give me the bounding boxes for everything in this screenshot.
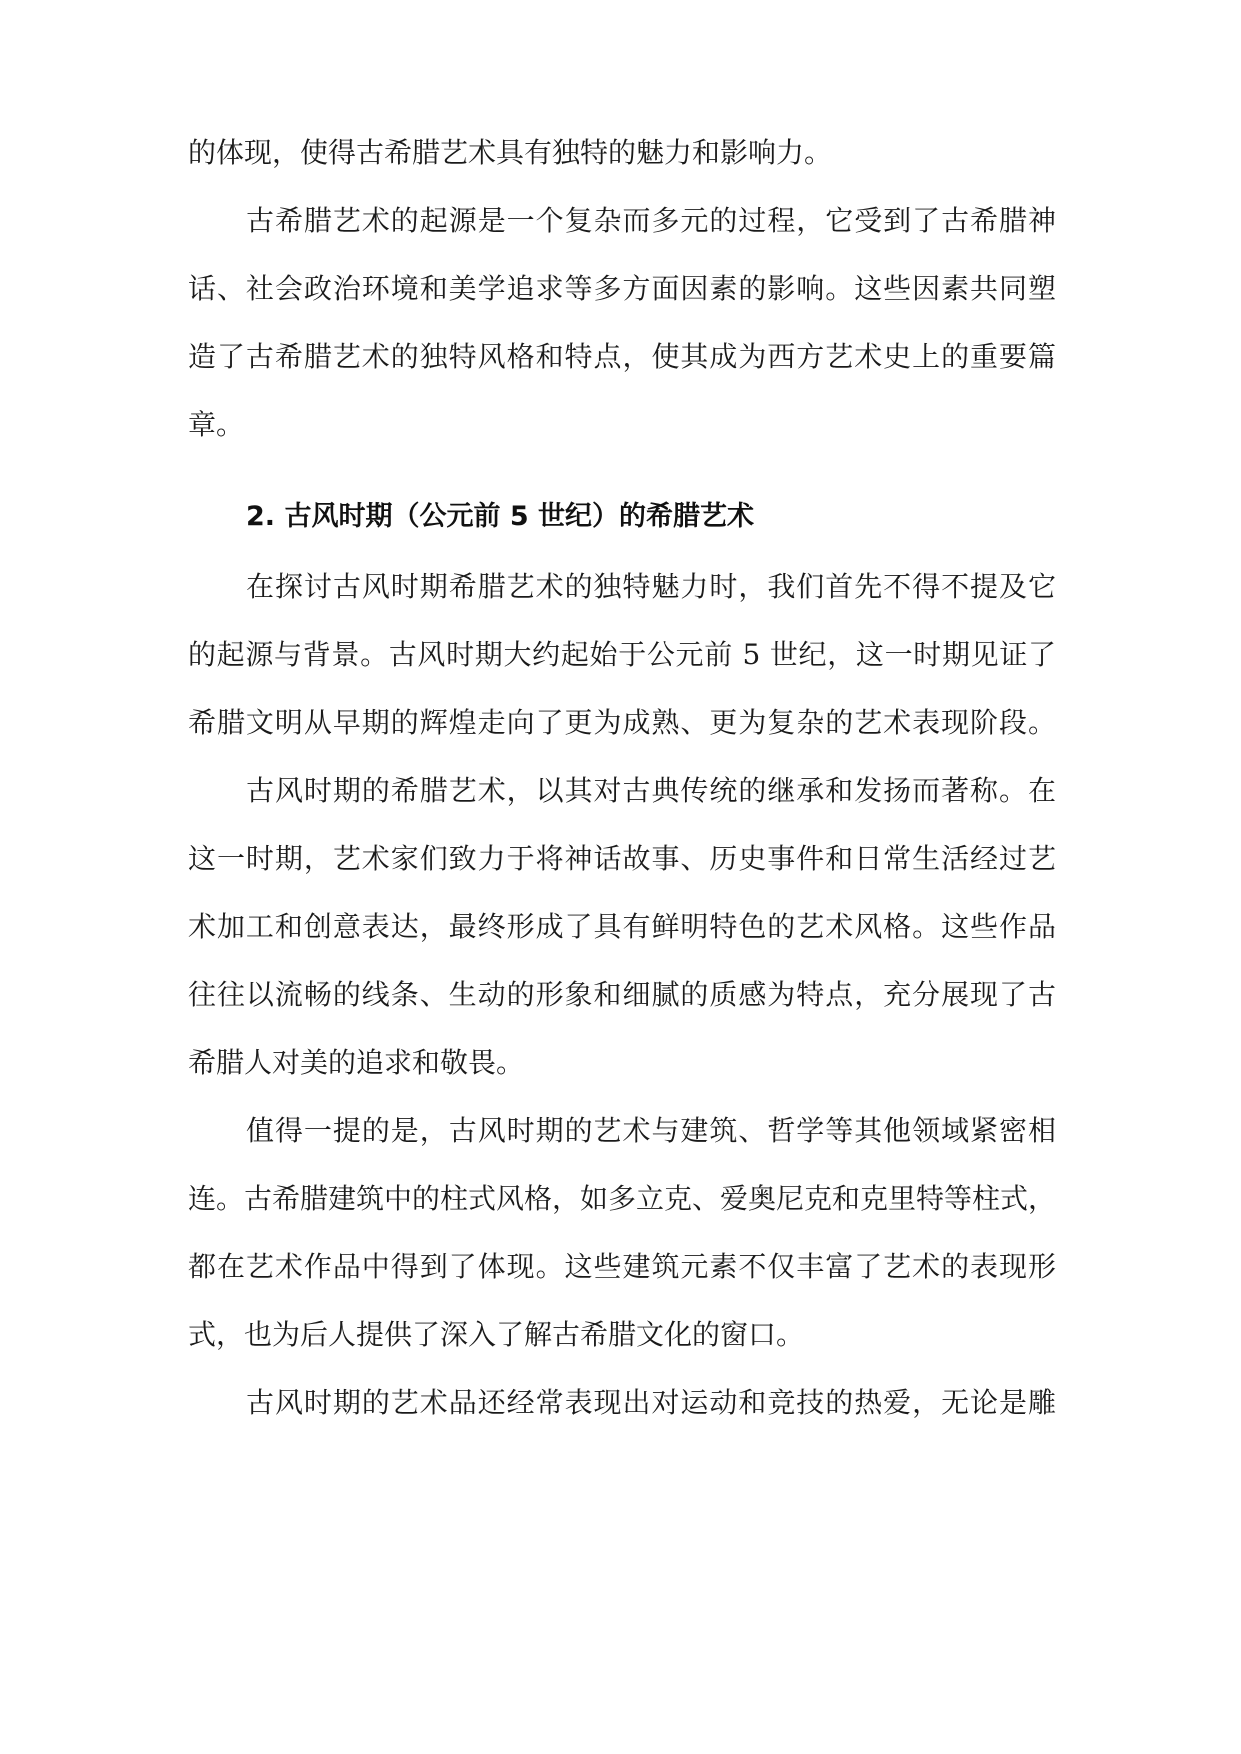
paragraph-line: 话、社会政治环境和美学追求等多方面因素的影响。这些因素共同塑 [188,272,1056,305]
paragraph-line: 章。 [188,408,245,441]
paragraph-line: 的体现，使得古希腊艺术具有独特的魅力和影响力。 [188,136,833,169]
section-heading: 2. 古风时期（公元前 5 世纪）的希腊艺术 [246,501,755,532]
paragraph-line: 古风时期的希腊艺术，以其对古典传统的继承和发扬而著称。在 [246,774,1056,807]
paragraph-line: 这一时期，艺术家们致力于将神话故事、历史事件和日常生活经过艺 [188,842,1056,875]
paragraph-line: 古希腊艺术的起源是一个复杂而多元的过程，它受到了古希腊神 [246,204,1056,237]
paragraph-line: 都在艺术作品中得到了体现。这些建筑元素不仅丰富了艺术的表现形 [188,1250,1056,1283]
paragraph-line: 古风时期的艺术品还经常表现出对运动和竞技的热爱，无论是雕 [246,1386,1056,1419]
paragraph-line: 术加工和创意表达，最终形成了具有鲜明特色的艺术风格。这些作品 [188,910,1056,943]
paragraph-line: 式，也为后人提供了深入了解古希腊文化的窗口。 [188,1318,805,1351]
paragraph-line: 往往以流畅的线条、生动的形象和细腻的质感为特点，充分展现了古 [188,978,1056,1011]
paragraph-line: 希腊人对美的追求和敬畏。 [188,1046,525,1079]
paragraph-line: 造了古希腊艺术的独特风格和特点，使其成为西方艺术史上的重要篇 [188,340,1056,373]
paragraph-line: 的起源与背景。古风时期大约起始于公元前 5 世纪，这一时期见证了 [188,638,1056,671]
paragraph-line: 希腊文明从早期的辉煌走向了更为成熟、更为复杂的艺术表现阶段。 [188,706,1056,739]
paragraph-line: 在探讨古风时期希腊艺术的独特魅力时，我们首先不得不提及它 [246,570,1056,603]
paragraph-line: 值得一提的是，古风时期的艺术与建筑、哲学等其他领域紧密相 [246,1114,1056,1147]
paragraph-line: 连。古希腊建筑中的柱式风格，如多立克、爱奥尼克和克里特等柱式， [188,1182,1057,1215]
